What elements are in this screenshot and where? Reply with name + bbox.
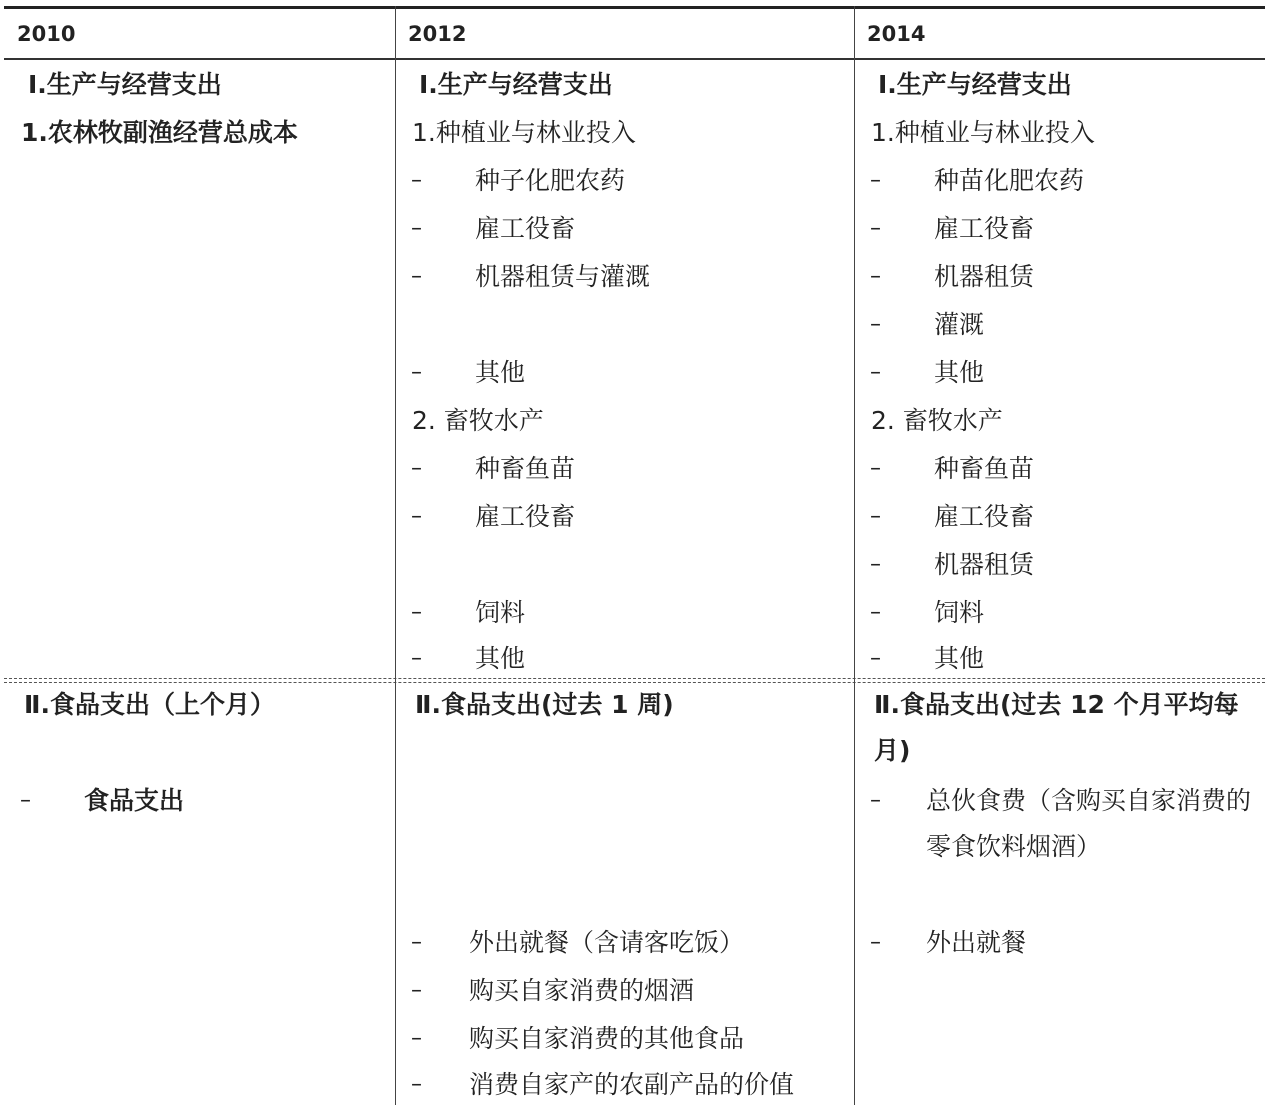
list-item: 机器租赁 [934,262,1035,291]
list-item: 种苗化肥农药 [934,166,1085,195]
bullet-dash: – [411,168,422,193]
bullet-dash: – [870,646,881,671]
bullet-dash: – [870,216,881,241]
list-item: 购买自家消费的烟酒 [469,976,695,1005]
bullet-dash: – [411,930,422,955]
group-2-title: 2. 畜牧水产 [412,406,544,435]
bullet-dash: – [870,552,881,577]
bullet-dash: – [870,168,881,193]
list-item: 雇工役畜 [475,214,576,243]
bullet-dash: – [870,312,881,337]
column-2012 [395,6,854,1105]
list-item: 消费自家产的农副产品的价值 [469,1070,795,1099]
group-1-title: 1.种植业与林业投入 [871,118,1095,147]
bullet-dash: – [411,216,422,241]
column-2010 [4,6,395,1105]
list-item: 种子化肥农药 [475,166,626,195]
section-2-title: Ⅱ.食品支出(过去 12 个月平均每月) [874,690,1239,765]
section-1-title: Ⅰ.生产与经营支出 [28,70,222,99]
year-header: 2012 [408,22,467,46]
bullet-dash: – [411,456,422,481]
bullet-dash: – [870,360,881,385]
list-item: 其他 [934,358,985,387]
comparison-table [4,6,1265,1105]
list-item: 机器租赁 [934,550,1035,579]
bullet-dash: – [870,930,881,955]
bullet-dash: – [411,264,422,289]
bullet-dash: – [411,1026,422,1051]
list-item: 其他 [475,358,526,387]
section-1-title: Ⅰ.生产与经营支出 [878,70,1072,99]
bullet-dash: – [411,978,422,1003]
list-item: 总伙食费（含购买自家消费的零食饮料烟酒） [926,786,1252,861]
bullet-dash: – [870,456,881,481]
list-item: 雇工役畜 [934,214,1035,243]
column-2014 [854,6,1265,1105]
list-item: 雇工役畜 [475,502,576,531]
bullet-dash: – [411,600,422,625]
bullet-dash: – [870,788,881,813]
list-item: 饲料 [475,598,526,627]
bullet-dash: – [411,360,422,385]
bullet-dash: – [411,504,422,529]
group-1-title: 1.种植业与林业投入 [412,118,636,147]
list-item: 饲料 [934,598,985,627]
list-item: 种畜鱼苗 [934,454,1035,483]
bullet-dash: – [411,646,422,671]
bullet-dash: – [411,1072,422,1097]
section-2-title: Ⅱ.食品支出（上个月） [24,690,275,719]
bullet-dash: – [870,504,881,529]
list-item: 其他 [934,644,985,673]
list-item: 雇工役畜 [934,502,1035,531]
list-item: 其他 [475,644,526,673]
bullet-dash: – [870,600,881,625]
section-1-title: Ⅰ.生产与经营支出 [419,70,613,99]
year-header: 2010 [17,22,76,46]
list-item: 购买自家消费的其他食品 [469,1024,745,1053]
list-item: 灌溉 [934,310,985,339]
item-food-expense: 食品支出 [84,786,185,815]
item-total-cost: 1.农林牧副渔经营总成本 [21,118,298,147]
list-item: 机器租赁与灌溉 [475,262,651,291]
year-header: 2014 [867,22,926,46]
list-item: 外出就餐 [926,928,1027,957]
list-item: 种畜鱼苗 [475,454,576,483]
bullet-dash: – [870,264,881,289]
section-2-title: Ⅱ.食品支出(过去 1 周) [415,690,674,719]
list-item: 外出就餐（含请客吃饭） [469,928,745,957]
group-2-title: 2. 畜牧水产 [871,406,1003,435]
bullet-dash: – [20,788,31,813]
